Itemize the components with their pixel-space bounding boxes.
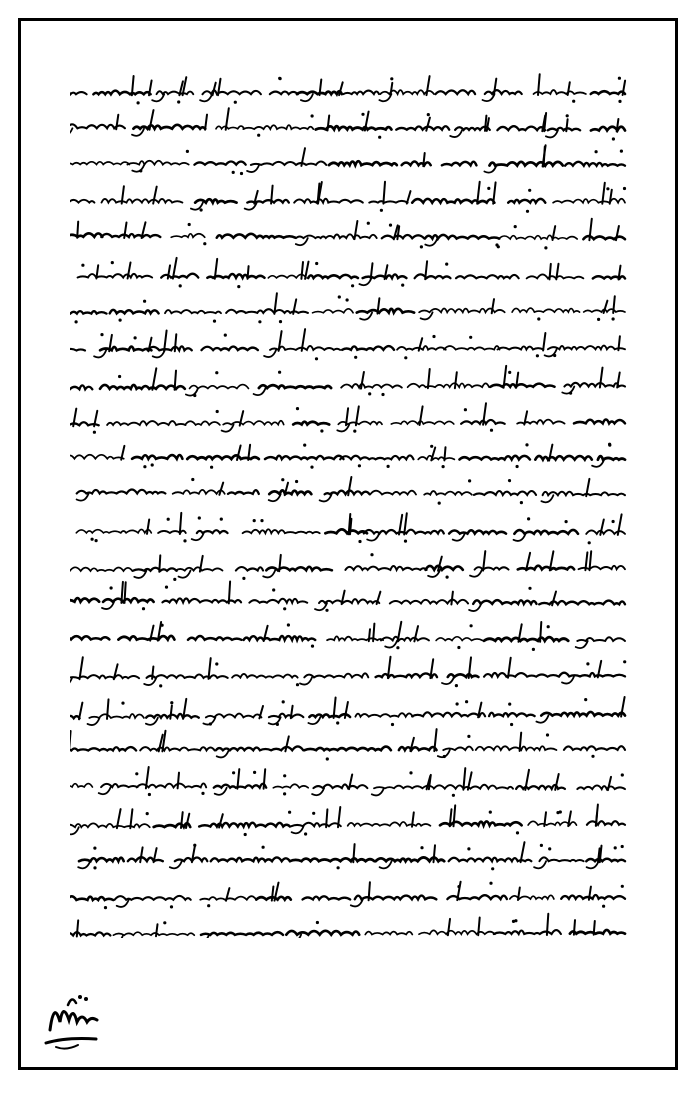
manuscript-line	[70, 251, 630, 291]
manuscript-line	[70, 397, 630, 437]
manuscript-line	[70, 360, 630, 400]
manuscript-line	[70, 470, 630, 510]
manuscript-line	[70, 871, 630, 911]
manuscript-line	[70, 579, 630, 619]
manuscript-line	[70, 762, 630, 802]
manuscript-line	[70, 68, 630, 108]
manuscript-line	[70, 287, 630, 327]
manuscript-line	[70, 141, 630, 181]
manuscript-line	[70, 324, 630, 364]
manuscript-line	[70, 433, 630, 473]
manuscript-line	[70, 798, 630, 838]
manuscript-line	[70, 725, 630, 765]
manuscript-line	[70, 178, 630, 218]
manuscript-line	[70, 652, 630, 692]
manuscript-line	[70, 689, 630, 729]
signature	[38, 975, 108, 1055]
manuscript-line	[70, 908, 630, 939]
manuscript-line	[70, 506, 630, 546]
manuscript-line	[70, 543, 630, 583]
manuscript-line	[70, 616, 630, 656]
manuscript-text-block	[70, 68, 630, 938]
manuscript-line	[70, 105, 630, 145]
manuscript-line	[70, 835, 630, 875]
manuscript-line	[70, 214, 630, 254]
